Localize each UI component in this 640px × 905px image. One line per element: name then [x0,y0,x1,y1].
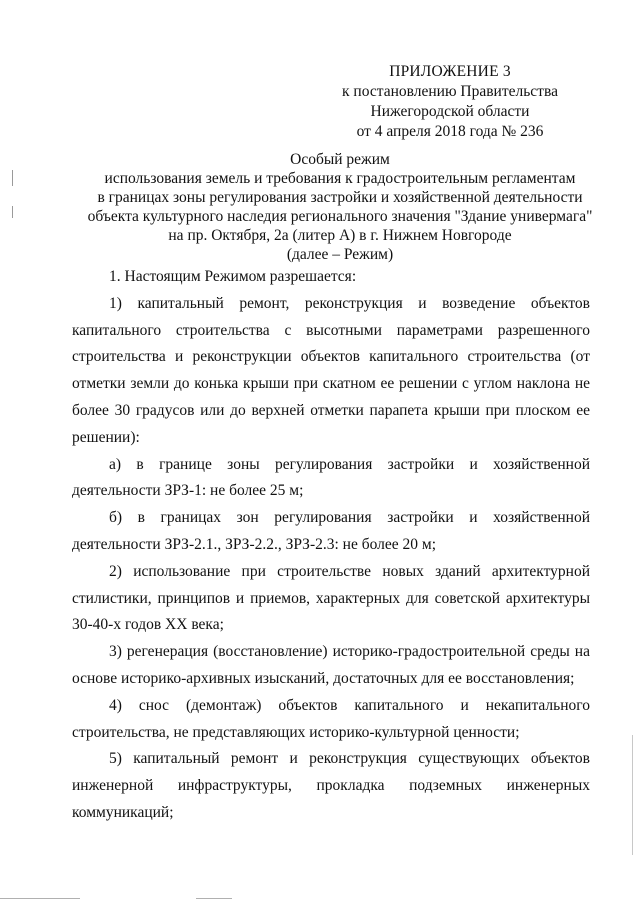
title-line: (далее – Режим) [286,246,394,263]
paragraph: 3) регенерация (восстановление) историко-градостроительной среды на основе историко-архивных изысканий, достаточных для ее восстановления; [72,643,590,687]
paragraph: 2) использование при строительстве новых зданий архитектурной стилистики, принципов и приемов, характерных для советской архитектуры 30-40-х годов XX века; [72,562,590,634]
appendix-line: Нижегородской области [370,103,530,120]
paragraph: б) в границах зон регулирования застройки и хозяйственной деятельности ЗРЗ-2.1., ЗРЗ-2.2., ЗРЗ-2.3: не более 20 м; [72,509,590,553]
title-line: на пр. Октября, 2а (литер А) в г. Нижнем Новгороде [168,227,512,244]
appendix-header [340,62,560,142]
title-line: Особый режим [290,151,390,168]
scan-bottom-line [0,898,80,899]
paragraph: 1. Настоящим Режимом разрешается: [109,268,357,285]
title-line: в границах зоны регулирования застройки и хозяйственной деятельности [97,189,583,206]
title-line: объекта культурного наследия регионального значения "Здание универмага" [87,208,593,225]
scan-margin-mark [12,170,13,186]
title-line: использования земель и требования к градостроительным регламентам [104,170,576,187]
scan-margin-mark [632,735,633,855]
paragraph: а) в границе зоны регулирования застройки и хозяйственной деятельности ЗРЗ-1: не более 25 м; [72,455,590,500]
scan-margin-mark [12,206,13,218]
appendix-date: от 4 апреля 2018 года № 236 [356,123,544,140]
appendix-title: ПРИЛОЖЕНИЕ 3 [389,63,511,80]
appendix-line: к постановлению Правительства [342,83,558,100]
paragraph: 1) капитальный ремонт, реконструкция и возведение объектов капитального строительства с высотными параметрами разрешенного строительства и реконструкции объектов капитального строительства (от отметки земли до конька крыши при скатном ее решении с углом наклона не более 30 градусов или до верхней отметки парапета крыши при плоском ее решении): [72,294,590,446]
scan-bottom-line [196,898,232,899]
paragraph: 5) капитальный ремонт и реконструкция существующих объектов инженерной инфраструктуры, прокладка подземных инженерных коммуникаций; [72,750,590,821]
document-body [72,264,590,827]
paragraph: 4) снос (демонтаж) объектов капитального и некапитального строительства, не представляющих историко-культурной ценности; [72,696,590,741]
document-title [40,150,640,264]
